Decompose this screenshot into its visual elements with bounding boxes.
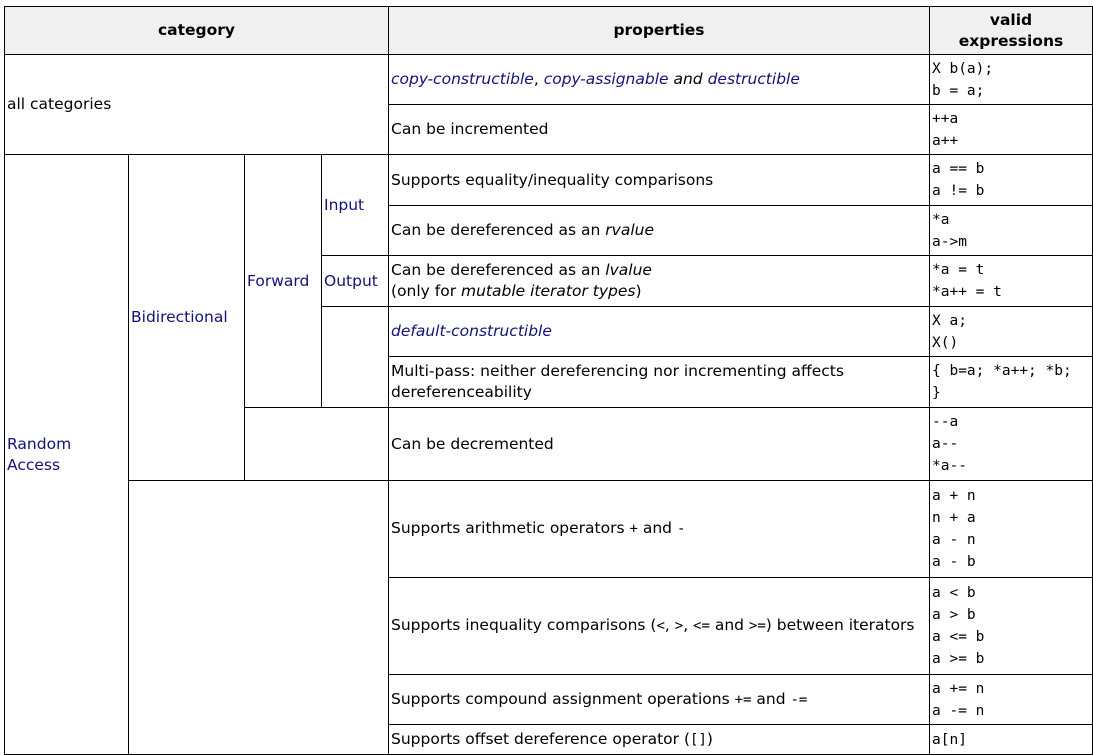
expressions-lvalue: *a = t *a++ = t (930, 256, 1093, 307)
property-decrement: Can be decremented (389, 408, 930, 481)
iterator-categories-table (4, 6, 1093, 755)
category-random-access-only (129, 481, 389, 755)
expressions-equality: a == b a != b (930, 155, 1093, 206)
copy-constructible-link[interactable]: copy-constructible (391, 70, 534, 88)
copy-assignable-link[interactable]: copy-assignable (543, 70, 669, 88)
destructible-link[interactable]: destructible (707, 70, 800, 88)
input-link[interactable]: Input (324, 195, 365, 214)
expressions-arithmetic: a + n n + a a - n a - b (930, 481, 1093, 578)
expressions-increment: ++a a++ (930, 105, 1093, 155)
default-constructible-link[interactable]: default-constructible (391, 322, 552, 340)
property-rvalue: Can be dereferenced as an rvalue (389, 206, 930, 256)
category-output (322, 256, 389, 307)
category-random-access (5, 155, 129, 755)
property-increment: Can be incremented (389, 105, 930, 155)
property-multipass: Multi-pass: neither dereferencing nor incrementing affects dereferenceability (389, 357, 930, 408)
forward-link[interactable]: Forward (247, 271, 310, 290)
category-bidirectional (129, 155, 245, 481)
expressions-decrement: --a a-- *a-- (930, 408, 1093, 481)
expressions-inequality: a < b a > b a <= b a >= b (930, 578, 1093, 675)
property-inequality: Supports inequality comparisons (<, >, <= and >=) between iterators (389, 578, 930, 675)
bidirectional-link[interactable]: Bidirectional (131, 308, 228, 326)
property-equality: Supports equality/inequality comparisons (389, 155, 930, 206)
expressions-compound: a += n a -= n (930, 675, 1093, 725)
table-row (5, 481, 1093, 578)
header-category: category (5, 7, 389, 55)
header-row (5, 7, 1093, 55)
property-default (389, 307, 930, 357)
expressions-offset: a[n] (930, 725, 1093, 755)
table-row (5, 55, 1093, 105)
property-arithmetic: Supports arithmetic operators + and - (389, 481, 930, 578)
expressions-multipass: { b=a; *a++; *b; } (930, 357, 1093, 408)
expressions-copy: X b(a); b = a; (930, 55, 1093, 105)
category-input (322, 155, 389, 256)
property-lvalue: Can be dereferenced as an lvalue (only for mutable iterator types) (389, 256, 930, 307)
property-compound: Supports compound assignment operations += and -= (389, 675, 930, 725)
header-properties: properties (389, 7, 930, 55)
random-access-link[interactable]: Random Access (7, 434, 72, 474)
property-copy: copy-constructible, copy-assignable and destructible (389, 55, 930, 105)
category-all: all categories (5, 55, 389, 155)
output-link[interactable]: Output (324, 271, 378, 290)
expressions-rvalue: *a a->m (930, 206, 1093, 256)
category-bidirectional-only (245, 408, 389, 481)
category-forward-only (322, 307, 389, 408)
category-forward (245, 155, 322, 408)
header-valid-expressions: valid expressions (930, 7, 1093, 55)
property-offset: Supports offset dereference operator ([]) (389, 725, 930, 755)
table-row (5, 155, 1093, 206)
expressions-default: X a; X() (930, 307, 1093, 357)
